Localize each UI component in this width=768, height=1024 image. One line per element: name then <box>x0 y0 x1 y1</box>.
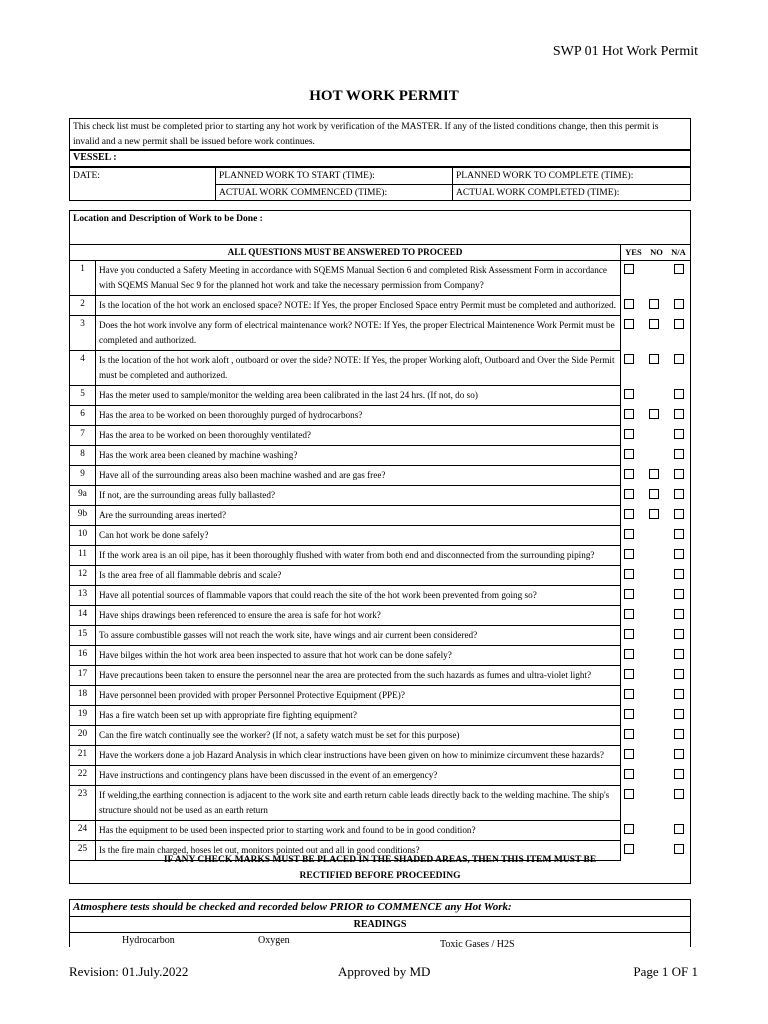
no-shaded-area <box>649 429 659 439</box>
checklist-row <box>70 351 691 386</box>
question-number: 6 <box>70 406 96 426</box>
no-shaded-area <box>649 749 659 759</box>
answer-cell <box>621 406 691 426</box>
question-text: If not, are the surrounding areas fully ballasted? <box>96 486 621 506</box>
na-checkbox[interactable] <box>674 529 684 539</box>
question-text: Is the fire main charged, hoses let out, monitors pointed out and all in good conditions? <box>96 841 621 861</box>
yes-checkbox[interactable] <box>624 389 634 399</box>
checklist-row <box>70 686 691 706</box>
answer-cell <box>621 706 691 726</box>
na-checkbox[interactable] <box>674 729 684 739</box>
checklist-row <box>70 261 691 296</box>
yes-checkbox[interactable] <box>624 649 634 659</box>
no-shaded-area <box>649 609 659 619</box>
no-shaded-area <box>649 769 659 779</box>
readings-header: READINGS <box>70 917 690 933</box>
question-text: Have all of the surrounding areas also been machine washed and are gas free? <box>96 466 621 486</box>
checklist-table <box>69 244 691 861</box>
question-text: Have ships drawings been referenced to ensure the area is safe for hot work? <box>96 606 621 626</box>
checklist-row <box>70 586 691 606</box>
na-checkbox[interactable] <box>674 669 684 679</box>
yes-checkbox[interactable] <box>624 509 634 519</box>
yes-checkbox[interactable] <box>624 569 634 579</box>
yes-checkbox[interactable] <box>624 409 634 419</box>
yes-checkbox[interactable] <box>624 354 634 364</box>
answer-cell <box>621 526 691 546</box>
checklist-row <box>70 606 691 626</box>
answer-cell <box>621 466 691 486</box>
answer-cell <box>621 606 691 626</box>
yes-checkbox[interactable] <box>624 709 634 719</box>
yes-checkbox[interactable] <box>624 589 634 599</box>
question-text: Is the area free of all flammable debris and scale? <box>96 566 621 586</box>
na-checkbox[interactable] <box>674 489 684 499</box>
question-number: 15 <box>70 626 96 646</box>
question-number: 5 <box>70 386 96 406</box>
na-checkbox[interactable] <box>674 709 684 719</box>
document-code: SWP 01 Hot Work Permit <box>552 44 698 59</box>
question-number: 20 <box>70 726 96 746</box>
na-checkbox[interactable] <box>674 264 684 274</box>
na-checkbox[interactable] <box>674 509 684 519</box>
na-checkbox[interactable] <box>674 549 684 559</box>
yes-checkbox[interactable] <box>624 429 634 439</box>
checklist-row <box>70 646 691 666</box>
checklist-row <box>70 546 691 566</box>
yes-checkbox[interactable] <box>624 264 634 274</box>
no-shaded-area <box>649 589 659 599</box>
answer-cell <box>621 646 691 666</box>
question-number: 25 <box>70 841 96 861</box>
answer-cell <box>621 726 691 746</box>
na-checkbox[interactable] <box>674 589 684 599</box>
question-number: 23 <box>70 786 96 821</box>
na-checkbox[interactable] <box>674 319 684 329</box>
answer-cell <box>621 316 691 351</box>
na-checkbox[interactable] <box>674 449 684 459</box>
question-number: 7 <box>70 426 96 446</box>
na-checkbox[interactable] <box>674 409 684 419</box>
question-text: Is the location of the hot work aloft , outboard or over the side? NOTE: If Yes, the proper Working aloft, Outboard and Over the Side Permit must be completed and authorized. <box>96 351 621 386</box>
no-checkbox[interactable] <box>649 509 659 519</box>
yes-checkbox[interactable] <box>624 449 634 459</box>
date-field[interactable]: DATE: <box>73 171 100 181</box>
question-number: 21 <box>70 746 96 766</box>
na-checkbox[interactable] <box>674 389 684 399</box>
question-number: 9 <box>70 466 96 486</box>
checklist-row <box>70 406 691 426</box>
planned-complete-field[interactable]: PLANNED WORK TO COMPLETE (TIME): <box>456 171 634 181</box>
question-text: Has the area to be worked on been thoroughly purged of hydrocarbons? <box>96 406 621 426</box>
yes-checkbox[interactable] <box>624 549 634 559</box>
checklist-row <box>70 766 691 786</box>
answer-cell <box>621 746 691 766</box>
no-shaded-area <box>649 629 659 639</box>
answer-cell <box>621 386 691 406</box>
checklist-row <box>70 626 691 646</box>
atmosphere-title: Atmosphere tests should be checked and recorded below PRIOR to COMMENCE any Hot Work: <box>70 900 690 917</box>
checklist-row <box>70 526 691 546</box>
revision-label: Revision: 01.July.2022 <box>69 964 189 979</box>
yes-header: YES <box>625 247 642 257</box>
intro-text: This check list must be completed prior to starting any hot work by verification of the MASTER. If any of the listed conditions change, then this permit is invalid and a new permit shall be issued before work continues. <box>69 118 691 150</box>
answer-cell <box>621 261 691 296</box>
question-text: Has a fire watch been set up with appropriate fire fighting equipment? <box>96 706 621 726</box>
answer-cell <box>621 506 691 526</box>
question-number: 14 <box>70 606 96 626</box>
question-number: 2 <box>70 296 96 316</box>
answer-cell <box>621 586 691 606</box>
question-text: Can hot work be done safely? <box>96 526 621 546</box>
na-checkbox[interactable] <box>674 689 684 699</box>
answer-cell <box>621 351 691 386</box>
question-text: Is the location of the hot work an enclosed space? NOTE: If Yes, the proper Enclosed Space entry Permit must be completed and authorized. <box>96 296 621 316</box>
no-header: NO <box>650 247 663 257</box>
answer-cell <box>621 426 691 446</box>
yes-checkbox[interactable] <box>624 609 634 619</box>
question-text: Has the equipment to be used been inspected prior to starting work and found to be in good condition? <box>96 821 621 841</box>
question-number: 8 <box>70 446 96 466</box>
question-number: 9b <box>70 506 96 526</box>
yes-checkbox[interactable] <box>624 319 634 329</box>
vessel-field[interactable]: VESSEL : <box>69 150 691 167</box>
no-shaded-area <box>649 549 659 559</box>
na-checkbox[interactable] <box>674 469 684 479</box>
date-time-grid <box>69 167 691 201</box>
no-shaded-area <box>649 529 659 539</box>
answer-header <box>621 245 691 261</box>
na-checkbox[interactable] <box>674 354 684 364</box>
yes-checkbox[interactable] <box>624 669 634 679</box>
na-checkbox[interactable] <box>674 749 684 759</box>
question-number: 4 <box>70 351 96 386</box>
question-text: Have the workers done a job Hazard Analysis in which clear instructions have been given on how to minimize circumvent these hazards? <box>96 746 621 766</box>
checklist-row <box>70 296 691 316</box>
location-field[interactable]: Location and Description of Work to be Done : <box>69 210 691 245</box>
actual-commenced-field[interactable]: ACTUAL WORK COMMENCED (TIME): <box>219 188 388 198</box>
question-text: Have instructions and contingency plans have been discussed in the event of an emergency? <box>96 766 621 786</box>
na-header: N/A <box>671 247 686 257</box>
answer-cell <box>621 821 691 841</box>
yes-checkbox[interactable] <box>624 469 634 479</box>
question-text: Has the meter used to sample/monitor the welding area been calibrated in the last 24 hrs. (If not, do so) <box>96 386 621 406</box>
no-checkbox[interactable] <box>649 469 659 479</box>
checklist-header-row <box>70 245 691 261</box>
warning-line-2: RECTIFIED BEFORE PROCEEDING <box>299 871 461 881</box>
no-shaded-area <box>649 669 659 679</box>
no-shaded-area <box>649 709 659 719</box>
checklist-row <box>70 666 691 686</box>
no-checkbox[interactable] <box>649 409 659 419</box>
page-number: Page 1 OF 1 <box>633 964 698 979</box>
na-checkbox[interactable] <box>674 824 684 834</box>
question-text: If welding,the earthing connection is adjacent to the work site and earth return cable leads directly back to the welding machine. The ship's structure should not be used as an earth return <box>96 786 621 821</box>
no-checkbox[interactable] <box>649 354 659 364</box>
no-shaded-area <box>649 824 659 834</box>
yes-checkbox[interactable] <box>624 489 634 499</box>
checklist-row <box>70 726 691 746</box>
na-checkbox[interactable] <box>674 789 684 799</box>
checklist-row <box>70 786 691 821</box>
yes-checkbox[interactable] <box>624 299 634 309</box>
question-text: Are the surrounding areas inerted? <box>96 506 621 526</box>
oxygen-label: Oxygen <box>258 935 290 946</box>
question-number: 16 <box>70 646 96 666</box>
question-number: 13 <box>70 586 96 606</box>
question-number: 3 <box>70 316 96 351</box>
answer-cell <box>621 486 691 506</box>
answer-cell <box>621 626 691 646</box>
question-number: 11 <box>70 546 96 566</box>
yes-checkbox[interactable] <box>624 729 634 739</box>
question-number: 10 <box>70 526 96 546</box>
yes-checkbox[interactable] <box>624 529 634 539</box>
na-checkbox[interactable] <box>674 649 684 659</box>
yes-checkbox[interactable] <box>624 769 634 779</box>
question-text: Does the hot work involve any form of electrical maintenance work? NOTE: If Yes, the proper Electrical Maintenence Work Permit must be completed and authorized. <box>96 316 621 351</box>
checklist-row <box>70 746 691 766</box>
no-checkbox[interactable] <box>649 319 659 329</box>
yes-checkbox[interactable] <box>624 689 634 699</box>
checklist-row <box>70 426 691 446</box>
shaded-area-warning <box>69 851 691 884</box>
approved-label: Approved by MD <box>338 964 431 979</box>
question-number: 19 <box>70 706 96 726</box>
no-checkbox[interactable] <box>649 299 659 309</box>
answer-cell <box>621 786 691 821</box>
checklist-row <box>70 566 691 586</box>
no-shaded-area <box>649 649 659 659</box>
no-checkbox[interactable] <box>649 489 659 499</box>
answer-cell <box>621 546 691 566</box>
checklist-row <box>70 506 691 526</box>
question-text: Have you conducted a Safety Meeting in accordance with SQEMS Manual Section 6 and completed Risk Assessment Form in accordance with SQEMS Manual Sec 9 for the planned hot work and take the necessary permission from Company? <box>96 261 621 296</box>
no-shaded-area <box>649 789 659 799</box>
na-checkbox[interactable] <box>674 609 684 619</box>
no-shaded-area <box>649 389 659 399</box>
answer-cell <box>621 766 691 786</box>
question-text: Has the area to be worked on been thoroughly ventilated? <box>96 426 621 446</box>
answer-cell <box>621 666 691 686</box>
hydrocarbon-label: Hydrocarbon <box>122 935 175 946</box>
actual-completed-field[interactable]: ACTUAL WORK COMPLETED (TIME): <box>456 188 620 198</box>
question-text: Have personnel been provided with proper Personnel Protective Equipment (PPE)? <box>96 686 621 706</box>
question-number: 22 <box>70 766 96 786</box>
question-number: 18 <box>70 686 96 706</box>
question-text: Have precautions been taken to ensure the personnel near the area are protected from the such hazards as fumes and ultra-violet light? <box>96 666 621 686</box>
question-number: 17 <box>70 666 96 686</box>
question-text: Have all potential sources of flammable vapors that could reach the site of the hot work been prevented from going so? <box>96 586 621 606</box>
question-text: If the work area is an oil pipe, has it been thoroughly flushed with water from both end and disconnected from the surrounding piping? <box>96 546 621 566</box>
questions-header: ALL QUESTIONS MUST BE ANSWERED TO PROCEED <box>70 245 621 261</box>
yes-checkbox[interactable] <box>624 789 634 799</box>
checklist-row <box>70 446 691 466</box>
checklist-row <box>70 821 691 841</box>
yes-checkbox[interactable] <box>624 824 634 834</box>
checklist-row <box>70 386 691 406</box>
question-text: To assure combustible gasses will not reach the work site, have wings and air current been considered? <box>96 626 621 646</box>
question-number: 9a <box>70 486 96 506</box>
question-text: Has the work area been cleaned by machine washing? <box>96 446 621 466</box>
question-number: 1 <box>70 261 96 296</box>
warning-line-1: IF ANY CHECK MARKS MUST BE PLACED IN THE SHADED AREAS, THEN THIS ITEM MUST BE <box>163 855 597 865</box>
page-title: HOT WORK PERMIT <box>309 88 459 104</box>
na-checkbox[interactable] <box>674 569 684 579</box>
no-shaded-area <box>649 449 659 459</box>
na-checkbox[interactable] <box>674 299 684 309</box>
no-shaded-area <box>649 729 659 739</box>
toxic-gases-label: Toxic Gases / H2S <box>440 939 515 950</box>
question-text: Have bilges within the hot work area been inspected to assure that hot work can be done safely? <box>96 646 621 666</box>
atmosphere-tests <box>69 899 691 950</box>
yes-checkbox[interactable] <box>624 629 634 639</box>
question-number: 12 <box>70 566 96 586</box>
planned-start-field[interactable]: PLANNED WORK TO START (TIME): <box>219 171 375 181</box>
answer-cell <box>621 566 691 586</box>
no-shaded-area <box>649 569 659 579</box>
yes-checkbox[interactable] <box>624 749 634 759</box>
na-checkbox[interactable] <box>674 769 684 779</box>
no-shaded-area <box>649 264 659 274</box>
checklist-row <box>70 466 691 486</box>
question-text: Can the fire watch continually see the worker? (If not, a safety watch must be set for this purpose) <box>96 726 621 746</box>
checklist-row <box>70 486 691 506</box>
answer-cell <box>621 446 691 466</box>
no-shaded-area <box>649 689 659 699</box>
na-checkbox[interactable] <box>674 629 684 639</box>
answer-cell <box>621 296 691 316</box>
na-checkbox[interactable] <box>674 429 684 439</box>
checklist-row <box>70 706 691 726</box>
checklist-row <box>70 316 691 351</box>
answer-cell <box>621 686 691 706</box>
question-number: 24 <box>70 821 96 841</box>
